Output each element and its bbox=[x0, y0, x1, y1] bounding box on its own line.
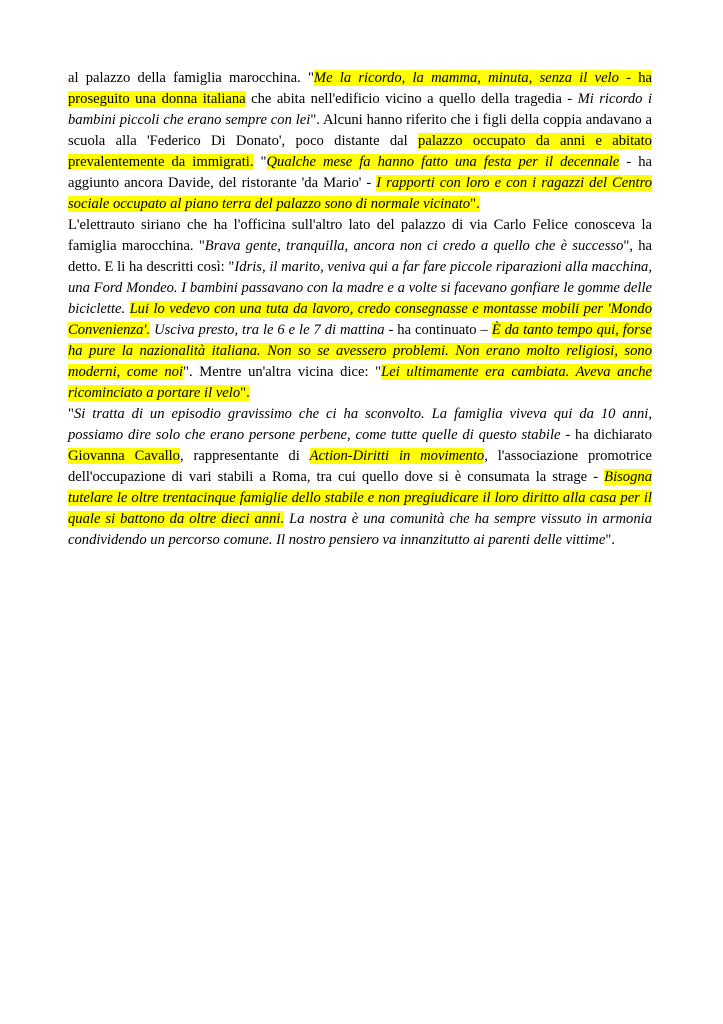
highlighted-text-run: Me la ricordo, la mamma, minuta, senza il velo bbox=[313, 70, 619, 86]
article-body bbox=[68, 68, 652, 551]
highlighted-text-run: palazzo occupato da anni e abitato prevalentemente da immigrati. bbox=[68, 133, 652, 170]
text-run: Mi ricordo i bambini piccoli che erano sempre con lei bbox=[68, 91, 652, 128]
highlighted-text-run: Giovanna Cavallo bbox=[68, 448, 180, 464]
highlighted-text-run: Lui lo vedevo con una tuta da lavoro, credo consegnasse e montasse mobili per 'Mondo Convenienza'. bbox=[68, 301, 652, 338]
highlighted-text-run: ". bbox=[240, 385, 250, 401]
highlighted-text-run: - ha proseguito una donna italiana bbox=[68, 70, 653, 107]
highlighted-text-run: Action-Diritti in movimento bbox=[309, 448, 485, 464]
text-run: Usciva presto, tra le 6 e le 7 di mattina bbox=[150, 322, 385, 338]
text-run: Idris, il marito, veniva qui a far fare piccole riparazioni alla macchina, una Ford Mondeo. I bambini passavano con la madre e a volte si facevano gonfiare le gomme delle biciclette. bbox=[68, 259, 653, 317]
text-run: , rappresentante di bbox=[179, 448, 310, 464]
text-run: ", ha detto. E li ha descritti così: " bbox=[68, 238, 652, 275]
highlighted-text-run: Bisogna tutelare le oltre trentacinque famiglie dello stabile e non pregiudicare il loro diritto alla casa per il quale si battono da oltre dieci anni. bbox=[68, 469, 652, 527]
highlighted-text-run: ". bbox=[470, 196, 480, 212]
highlighted-text-run: È da tanto tempo qui, forse ha pure la nazionalità italiana. Non so se avessero problemi. Non erano molto religiosi, sono moderni, come noi bbox=[68, 322, 652, 380]
text-run: al palazzo della famiglia marocchina. " bbox=[68, 70, 314, 86]
text-run: che abita nell'edificio vicino a quello della tragedia - bbox=[245, 91, 578, 107]
paragraph bbox=[68, 404, 652, 551]
text-run: - ha dichiarato bbox=[560, 427, 652, 443]
highlighted-text-run: I rapporti con loro e con i ragazzi del Centro sociale occupato al piano terra del palazzo sono di normale vicinato bbox=[68, 175, 652, 212]
paragraph bbox=[68, 68, 652, 215]
text-run: " bbox=[253, 154, 267, 170]
text-run: La nostra è una comunità che ha sempre vissuto in armonia condividendo un percorso comune. Il nostro pensiero va innanzitutto ai parenti delle vittime bbox=[68, 511, 652, 548]
text-run: ". Mentre un'altra vicina dice: " bbox=[183, 364, 382, 380]
text-run: ". bbox=[605, 532, 615, 548]
highlighted-text-run: Lei ultimamente era cambiata. Aveva anche ricominciato a portare il velo bbox=[68, 364, 652, 401]
text-run: ". Alcuni hanno riferito che i figli della coppia andavano a scuola alla 'Federico Di Donato', poco distante dal bbox=[68, 112, 652, 149]
text-run: - ha continuato – bbox=[384, 322, 492, 338]
text-run: Si tratta di un episodio gravissimo che ci ha sconvolto. La famiglia viveva qui da 10 anni, possiamo dire solo che erano persone perbene, come tutte quelle di questo stabile bbox=[68, 406, 652, 443]
text-run: - ha aggiunto ancora Davide, del ristorante 'da Mario' - bbox=[68, 154, 653, 191]
text-run: Brava gente, tranquilla, ancora non ci credo a quello che è successo bbox=[204, 238, 624, 254]
text-run: " bbox=[68, 406, 74, 422]
text-run: L'elettrauto siriano che ha l'officina sull'altro lato del palazzo di via Carlo Felice conosceva la famiglia marocchina. " bbox=[68, 217, 652, 254]
paragraph bbox=[68, 215, 652, 404]
text-run: , l'associazione promotrice dell'occupazione di vari stabili a Roma, tra cui quello dove si è consumata la strage - bbox=[68, 448, 652, 485]
highlighted-text-run: Qualche mese fa hanno fatto una festa per il decennale bbox=[266, 154, 620, 170]
